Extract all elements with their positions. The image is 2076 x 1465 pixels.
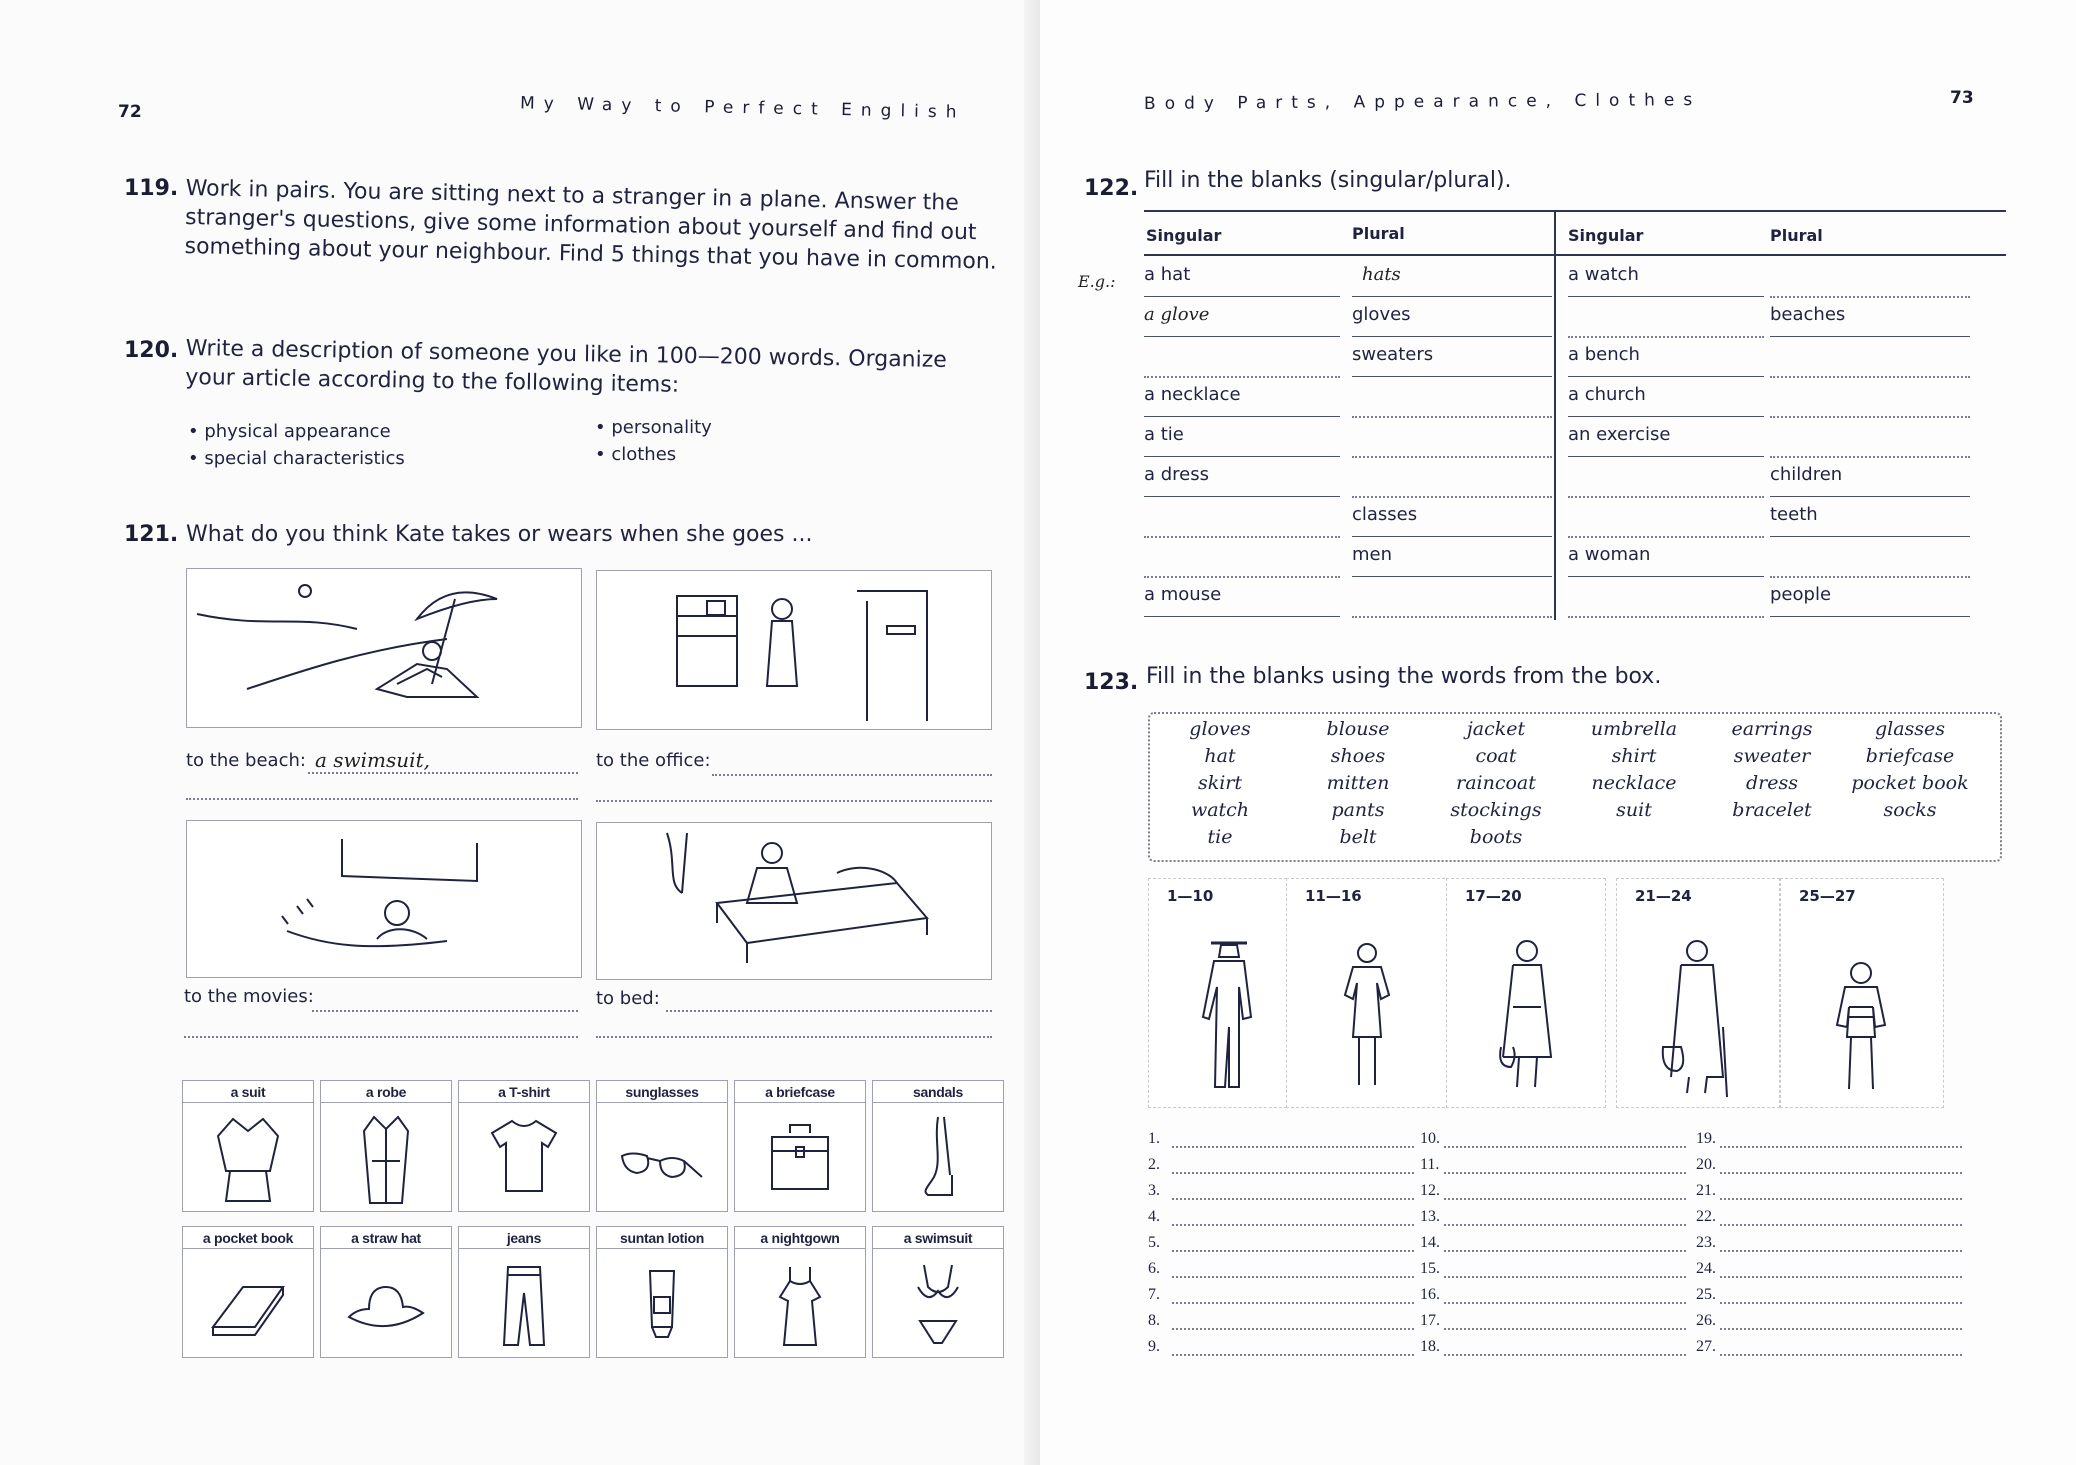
prompt-office-label: to the office: (596, 750, 711, 771)
table-cell: a necklace (1144, 384, 1241, 405)
answer-number: 8. (1148, 1312, 1160, 1329)
answer-line[interactable] (1444, 1172, 1686, 1174)
blank-line[interactable] (1770, 576, 1970, 578)
figure-range-label: 25—27 (1799, 887, 1856, 905)
figure-card (1446, 878, 1606, 1108)
prompt-beach-label: to the beach: (186, 750, 306, 771)
item-caption: a robe (321, 1081, 451, 1103)
exercise-120-list-2 (595, 414, 712, 468)
answer-line[interactable] (1720, 1328, 1962, 1330)
table-cell: classes (1352, 504, 1418, 525)
figure-card (1616, 878, 1780, 1108)
word-box-item: dress (1746, 772, 1798, 794)
answer-line[interactable] (1172, 1250, 1414, 1252)
list-item: • clothes (595, 441, 712, 468)
answer-line[interactable] (1172, 1198, 1414, 1200)
answer-line[interactable] (184, 1036, 578, 1038)
blank-line[interactable] (1568, 616, 1764, 618)
answer-line[interactable] (1172, 1172, 1414, 1174)
cell-rule (1352, 336, 1552, 337)
exercise-120-list-1 (188, 418, 405, 472)
answer-number: 1. (1148, 1130, 1160, 1147)
exercise-123-text: Fill in the blanks using the words from the box. (1146, 664, 1662, 689)
answer-number: 26. (1696, 1312, 1716, 1329)
exercise-120-number: 120. (124, 338, 179, 363)
item-card-suntan-lotion (596, 1226, 728, 1358)
answer-number: 23. (1696, 1234, 1716, 1251)
answer-number: 4. (1148, 1208, 1160, 1225)
table-cell: beaches (1770, 304, 1846, 325)
running-head-right: Body Parts, Appearance, Clothes (1143, 90, 1702, 114)
tshirt-icon (484, 1111, 564, 1207)
table-cell: hats (1362, 264, 1401, 285)
item-caption: suntan lotion (597, 1227, 727, 1249)
exercise-119-number: 119. (124, 176, 179, 201)
answer-line[interactable] (1720, 1172, 1962, 1174)
cell-rule (1568, 376, 1764, 377)
answer-line[interactable] (1720, 1250, 1962, 1252)
item-caption: a briefcase (735, 1081, 865, 1103)
answer-line[interactable] (1720, 1146, 1962, 1148)
right-page (1040, 0, 2076, 1465)
word-box-item: boots (1469, 826, 1523, 848)
word-box-item: jacket (1466, 718, 1526, 740)
item-card-pocket-book (182, 1226, 314, 1358)
answer-line[interactable] (1172, 1328, 1414, 1330)
answer-line[interactable] (1172, 1302, 1414, 1304)
answer-line[interactable] (1444, 1276, 1686, 1278)
robe-icon (346, 1111, 426, 1207)
cell-rule (1568, 456, 1764, 457)
table-cell: a dress (1144, 464, 1210, 485)
blank-line[interactable] (1770, 416, 1970, 418)
cell-rule (1144, 616, 1340, 617)
word-box-item: glasses (1874, 718, 1946, 740)
item-card-tshirt (458, 1080, 590, 1212)
exercise-120-text: Write a description of someone you like in 100—200 words. Organize your article according to the following items: (185, 335, 947, 398)
word-box-item: stockings (1450, 799, 1542, 821)
blank-line[interactable] (1568, 536, 1764, 538)
answer-line[interactable] (308, 772, 578, 774)
answer-line[interactable] (1172, 1354, 1414, 1356)
item-caption: a straw hat (321, 1227, 451, 1249)
table-cell: a bench (1568, 344, 1640, 365)
column-header: Plural (1770, 226, 1823, 245)
answer-line[interactable] (1172, 1146, 1414, 1148)
word-box-item: necklace (1591, 772, 1677, 794)
item-card-swimsuit (872, 1226, 1004, 1358)
word-box-item: pants (1331, 799, 1385, 821)
word-box-item: blouse (1326, 718, 1390, 740)
item-caption: sandals (873, 1081, 1003, 1103)
answer-line[interactable] (1172, 1276, 1414, 1278)
answer-line[interactable] (1444, 1146, 1686, 1148)
exercise-119-text: Work in pairs. You are sitting next to a stranger in a plane. Answer the stranger's questions, give some information about yourself and find out something about your neighbour. Find 5 things that you have in common. (184, 175, 998, 275)
prompt-bed-label: to bed: (596, 988, 660, 1009)
answer-line[interactable] (1720, 1354, 1962, 1356)
table-cell: gloves (1352, 304, 1411, 325)
answer-number: 24. (1696, 1260, 1716, 1277)
cell-rule (1352, 536, 1552, 537)
sunglasses-icon (612, 1111, 712, 1207)
item-caption: a pocket book (183, 1227, 313, 1249)
word-box-item: tie (1207, 826, 1233, 848)
item-card-nightgown (734, 1226, 866, 1358)
table-cell: a watch (1568, 264, 1639, 285)
cell-rule (1352, 576, 1552, 577)
answer-line[interactable] (1172, 1224, 1414, 1226)
list-item: • physical appearance (188, 418, 405, 445)
answer-number: 17. (1420, 1312, 1440, 1329)
item-card-sandals (872, 1080, 1004, 1212)
word-box-item: socks (1883, 799, 1937, 821)
figure-card (1286, 878, 1450, 1108)
blank-line[interactable] (1352, 496, 1552, 498)
answer-line[interactable] (712, 774, 992, 776)
figure-range-label: 21—24 (1635, 887, 1692, 905)
cell-rule (1770, 336, 1970, 337)
word-box-item: sweater (1733, 745, 1811, 767)
person-figure-icon (1159, 907, 1299, 1107)
hat-icon (341, 1257, 431, 1353)
item-card-robe (320, 1080, 452, 1212)
cell-rule (1352, 376, 1552, 377)
answer-number: 2. (1148, 1156, 1160, 1173)
table-cell: children (1770, 464, 1843, 485)
suit-icon (208, 1111, 288, 1207)
word-box-item: mitten (1326, 772, 1390, 794)
blank-line[interactable] (1144, 536, 1340, 538)
bed-illustration (596, 822, 992, 980)
answer-number: 27. (1696, 1338, 1716, 1355)
answer-number: 12. (1420, 1182, 1440, 1199)
answer-line[interactable] (596, 1036, 992, 1038)
figure-range-label: 11—16 (1305, 887, 1362, 905)
person-figure-icon (1791, 907, 1931, 1107)
column-header: Singular (1568, 226, 1644, 245)
word-box-item: umbrella (1590, 718, 1678, 740)
sandal-icon (898, 1111, 978, 1207)
jeans-icon (484, 1257, 564, 1353)
person-figure-icon (1297, 907, 1437, 1107)
cell-rule (1770, 616, 1970, 617)
cell-rule (1568, 576, 1764, 577)
exercise-122-number: 122. (1084, 176, 1139, 201)
word-box-item: pocket book (1851, 772, 1969, 794)
word-box-item: watch (1190, 799, 1250, 821)
office-illustration (596, 570, 992, 730)
word-box-item: raincoat (1456, 772, 1536, 794)
briefcase-icon (760, 1111, 840, 1207)
item-caption: a nightgown (735, 1227, 865, 1249)
blank-line[interactable] (1770, 296, 1970, 298)
word-box-item: gloves (1189, 718, 1251, 740)
answer-number: 22. (1696, 1208, 1716, 1225)
exercise-122-text: Fill in the blanks (singular/plural). (1144, 168, 1512, 193)
answer-number: 21. (1696, 1182, 1716, 1199)
word-box-item: belt (1339, 826, 1377, 848)
column-header: Plural (1352, 224, 1405, 243)
cell-rule (1144, 336, 1340, 337)
table-cell: a tie (1144, 424, 1184, 445)
answer-number: 11. (1420, 1156, 1440, 1173)
answer-line[interactable] (1444, 1302, 1686, 1304)
beach-illustration (186, 568, 582, 728)
answer-number: 20. (1696, 1156, 1716, 1173)
swimsuit-icon (898, 1257, 978, 1353)
blank-line[interactable] (1144, 576, 1340, 578)
word-box-item: suit (1616, 799, 1652, 821)
list-item: • personality (595, 414, 712, 441)
figure-range-label: 17—20 (1465, 887, 1522, 905)
answer-number: 6. (1148, 1260, 1160, 1277)
blank-line[interactable] (1568, 496, 1764, 498)
answer-line[interactable] (1444, 1328, 1686, 1330)
table-cell: a mouse (1144, 584, 1222, 605)
nightgown-icon (760, 1257, 840, 1353)
answer-line[interactable] (1720, 1302, 1962, 1304)
column-header: Singular (1146, 226, 1222, 245)
table-cell: men (1352, 544, 1393, 565)
table-cell: people (1770, 584, 1832, 605)
answer-number: 15. (1420, 1260, 1440, 1277)
item-card-sunglasses (596, 1080, 728, 1212)
answer-number: 25. (1696, 1286, 1716, 1303)
word-box-item: coat (1475, 745, 1517, 767)
answer-number: 13. (1420, 1208, 1440, 1225)
cell-rule (1144, 296, 1340, 297)
item-card-suit (182, 1080, 314, 1212)
word-box-item: hat (1204, 745, 1236, 767)
prompt-beach-answer: a swimsuit, (315, 748, 430, 772)
book-icon (203, 1257, 293, 1353)
blank-line[interactable] (1770, 456, 1970, 458)
word-box-item: skirt (1197, 772, 1243, 794)
figure-range-label: 1—10 (1167, 887, 1214, 905)
item-caption: a T-shirt (459, 1081, 589, 1103)
answer-number: 5. (1148, 1234, 1160, 1251)
answer-line[interactable] (666, 1010, 992, 1012)
figure-card (1780, 878, 1944, 1108)
blank-line[interactable] (1352, 456, 1552, 458)
answer-number: 9. (1148, 1338, 1160, 1355)
answer-number: 14. (1420, 1234, 1440, 1251)
answer-number: 19. (1696, 1130, 1716, 1147)
cell-rule (1144, 496, 1340, 497)
item-card-straw-hat (320, 1226, 452, 1358)
cell-rule (1144, 416, 1340, 417)
exercise-121-text: What do you think Kate takes or wears when she goes ... (186, 522, 813, 547)
answer-number: 18. (1420, 1338, 1440, 1355)
answer-number: 3. (1148, 1182, 1160, 1199)
person-figure-icon (1627, 907, 1767, 1107)
answer-line[interactable] (1444, 1250, 1686, 1252)
cell-rule (1770, 496, 1970, 497)
exercise-123-number: 123. (1084, 670, 1139, 695)
answer-number: 16. (1420, 1286, 1440, 1303)
lotion-icon (622, 1257, 702, 1353)
table-header-rule (1144, 254, 2006, 256)
cell-rule (1144, 456, 1340, 457)
item-card-jeans (458, 1226, 590, 1358)
blank-line[interactable] (1770, 376, 1970, 378)
blank-line[interactable] (1568, 336, 1764, 338)
word-box-item: shirt (1611, 745, 1657, 767)
movies-illustration (186, 820, 582, 978)
answer-line[interactable] (1444, 1198, 1686, 1200)
word-box-item: shoes (1330, 745, 1386, 767)
page-number-right: 73 (1950, 88, 1974, 108)
answer-number: 10. (1420, 1130, 1440, 1147)
item-caption: sunglasses (597, 1081, 727, 1103)
example-marker: E.g.: (1078, 272, 1116, 291)
cell-rule (1770, 536, 1970, 537)
table-cell: sweaters (1352, 344, 1434, 365)
table-cell: teeth (1770, 504, 1818, 525)
word-box-item: earrings (1731, 718, 1813, 740)
page-number-left: 72 (118, 102, 142, 122)
answer-line[interactable] (596, 800, 992, 802)
person-figure-icon (1457, 907, 1597, 1107)
answer-line[interactable] (1444, 1354, 1686, 1356)
table-cell: a woman (1568, 544, 1651, 565)
table-cell: a glove (1144, 304, 1210, 325)
answer-line[interactable] (312, 1010, 578, 1012)
list-item: • special characteristics (188, 445, 405, 472)
table-cell: a hat (1144, 264, 1191, 285)
table-top-rule (1144, 210, 2006, 212)
answer-line[interactable] (186, 798, 578, 800)
blank-line[interactable] (1144, 376, 1340, 378)
running-head-left: My Way to Perfect English (519, 93, 966, 123)
answer-number: 7. (1148, 1286, 1160, 1303)
prompt-movies-label: to the movies: (184, 986, 314, 1007)
item-caption: jeans (459, 1227, 589, 1249)
cell-rule (1568, 296, 1764, 297)
answer-line[interactable] (1720, 1276, 1962, 1278)
exercise-121-number: 121. (124, 522, 179, 547)
answer-line[interactable] (1720, 1224, 1962, 1226)
blank-line[interactable] (1352, 416, 1552, 418)
answer-line[interactable] (1444, 1224, 1686, 1226)
table-cell: an exercise (1568, 424, 1671, 445)
table-divider (1554, 210, 1556, 620)
cell-rule (1352, 296, 1552, 297)
answer-line[interactable] (1720, 1198, 1962, 1200)
item-caption: a suit (183, 1081, 313, 1103)
word-box-item: bracelet (1732, 799, 1812, 821)
item-card-briefcase (734, 1080, 866, 1212)
word-box-item: briefcase (1865, 745, 1955, 767)
table-cell: a church (1568, 384, 1646, 405)
item-caption: a swimsuit (873, 1227, 1003, 1249)
blank-line[interactable] (1352, 616, 1552, 618)
cell-rule (1568, 416, 1764, 417)
